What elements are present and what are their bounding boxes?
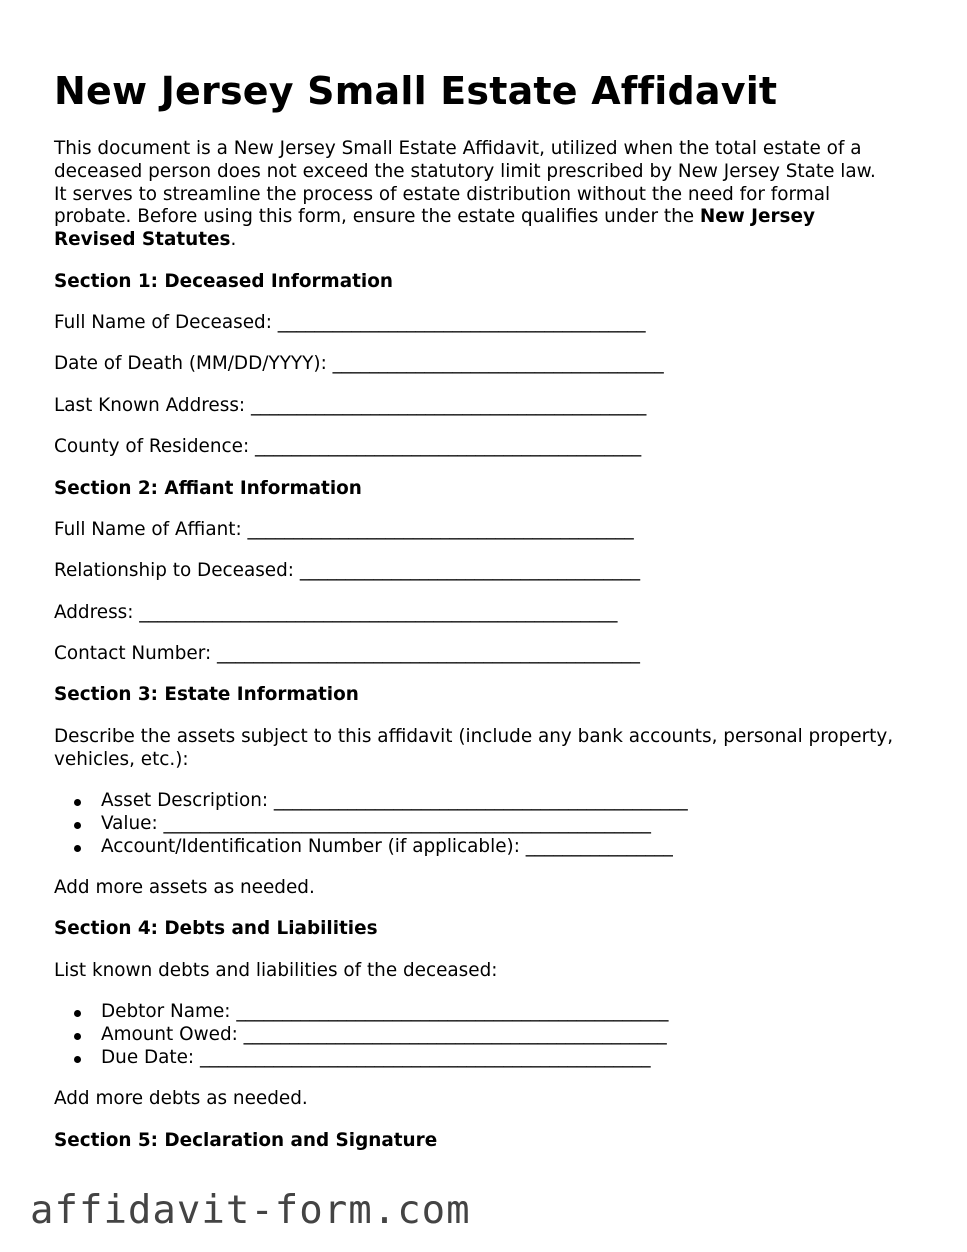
- intro-line: [54, 229, 924, 252]
- intro-line: [54, 206, 924, 229]
- statute-name-bold: New Jersey: [699, 206, 815, 228]
- assets-description-line: vehicles, etc.):: [54, 748, 189, 770]
- intro-line: deceased person does not exceed the statutory limit prescribed by New Jersey State law.: [54, 160, 876, 182]
- intro-line: It serves to streamline the process of estate distribution without the need for formal: [54, 183, 831, 205]
- account-number-field[interactable]: [54, 836, 924, 859]
- affiant-full-name-field[interactable]: Full Name of Affiant: __________________________________________: [54, 518, 634, 540]
- county-of-residence-field[interactable]: County of Residence: __________________________________________: [54, 436, 642, 458]
- debts-bullet-list: [54, 1001, 924, 1069]
- deceased-full-name-field[interactable]: Full Name of Deceased: ________________________________________: [54, 311, 646, 333]
- assets-bullet-list: [54, 790, 924, 858]
- bullet-icon: [74, 1033, 81, 1040]
- account-number-text: Account/Identification Number (if applicable): ________________: [101, 835, 673, 857]
- section-2-heading: Section 2: Affiant Information: [54, 477, 362, 499]
- asset-value-field[interactable]: [54, 813, 924, 836]
- intro-line-text: .: [230, 229, 237, 251]
- amount-owed-text: Amount Owed: ______________________________________________: [101, 1024, 667, 1046]
- document-title: New Jersey Small Estate Affidavit: [54, 69, 778, 113]
- due-date-text: Due Date: _________________________________________________: [101, 1046, 651, 1068]
- debts-description: List known debts and liabilities of the deceased:: [54, 959, 498, 981]
- contact-number-field[interactable]: Contact Number: ______________________________________________: [54, 643, 640, 665]
- amount-owed-field[interactable]: [54, 1024, 924, 1047]
- bullet-icon: [74, 845, 81, 852]
- due-date-field[interactable]: [54, 1047, 924, 1070]
- assets-description-paragraph: [54, 726, 924, 772]
- add-assets-note: Add more assets as needed.: [54, 877, 315, 899]
- section-4-heading: Section 4: Debts and Liabilities: [54, 918, 378, 940]
- document-page: [54, 66, 924, 1171]
- bullet-icon: [74, 799, 81, 806]
- bullet-icon: [74, 822, 81, 829]
- last-known-address-field[interactable]: Last Known Address: ___________________________________________: [54, 394, 647, 416]
- add-debts-note: Add more debts as needed.: [54, 1088, 308, 1110]
- relationship-to-deceased-field[interactable]: Relationship to Deceased: _____________________________________: [54, 560, 641, 582]
- intro-line: This document is a New Jersey Small Estate Affidavit, utilized when the total estate of a: [54, 138, 862, 159]
- asset-description-field[interactable]: [54, 790, 924, 813]
- statute-name-bold: Revised Statutes: [54, 229, 231, 251]
- asset-description-text: Asset Description: _____________________________________________: [101, 790, 688, 812]
- asset-value-text: Value: _____________________________________________________: [101, 812, 651, 834]
- bullet-icon: [74, 1056, 81, 1063]
- section-5-heading: Section 5: Declaration and Signature: [54, 1129, 438, 1151]
- site-watermark: affidavit-form.com: [30, 1188, 471, 1233]
- intro-line-text: probate. Before using this form, ensure the estate qualifies under the: [54, 206, 700, 228]
- affiant-address-field[interactable]: Address: ____________________________________________________: [54, 601, 618, 623]
- section-1-heading: Section 1: Deceased Information: [54, 270, 393, 292]
- bullet-icon: [74, 1010, 81, 1017]
- assets-description-line: Describe the assets subject to this affidavit (include any bank accounts, personal property,: [54, 725, 894, 747]
- debtor-name-field[interactable]: [54, 1001, 924, 1024]
- section-3-heading: Section 3: Estate Information: [54, 684, 359, 706]
- debtor-name-text: Debtor Name: _______________________________________________: [101, 1001, 669, 1023]
- intro-paragraph: [54, 138, 924, 252]
- date-of-death-field[interactable]: Date of Death (MM/DD/YYYY): ____________________________________: [54, 353, 664, 375]
